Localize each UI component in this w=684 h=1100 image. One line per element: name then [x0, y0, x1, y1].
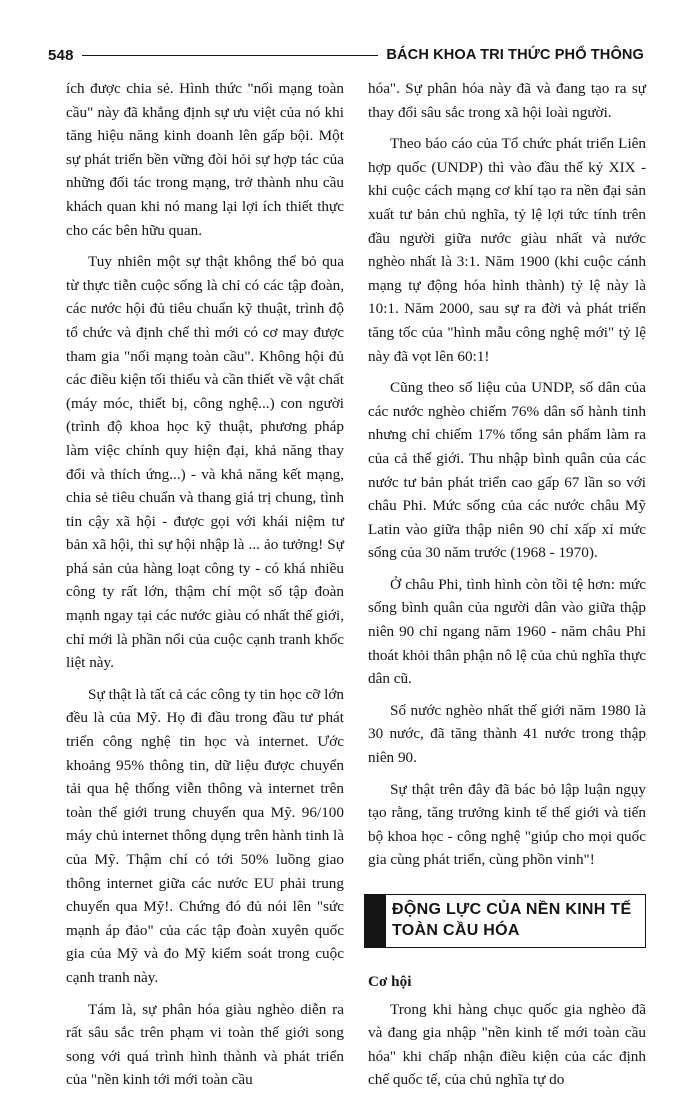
section-heading: ĐỘNG LỰC CỦA NỀN KINH TẾ TOÀN CẦU HÓA	[386, 894, 646, 948]
left-column	[66, 77, 344, 1100]
page-header	[48, 44, 644, 66]
paragraph: Sự thật trên đây đã bác bỏ lập luận ngụy tạo rằng, tăng trưởng kinh tế thế giới và tiến bộ khoa học - công nghệ "giúp cho mọi quốc gia cùng phát triển, cùng phồn vinh"!	[368, 780, 646, 869]
page-number: 548	[48, 46, 74, 64]
running-title: BÁCH KHOA TRI THỨC PHỔ THÔNG	[386, 47, 644, 63]
paragraph: Ở châu Phi, tình hình còn tồi tệ hơn: mức sống bình quân của người dân vào giữa thập niên 90 chỉ ngang năm 1960 - năm châu Phi thoát khỏi thân phận nô lệ của chủ nghĩa thực dân cũ.	[368, 575, 646, 688]
header-rule	[82, 55, 379, 56]
section-heading-box	[364, 894, 646, 948]
paragraph: Sự thật là tất cả các công ty tin học cỡ lớn đều là của Mỹ. Họ đi đầu trong đầu tư phát triển công nghệ tin học và internet. Ước khoảng 95% thông tin, dữ liệu được chuyển tải qua hệ thống viễn thông và internet trên toàn thế giới trung chuyển qua Mỹ. 96/100 máy chủ internet thông dụng trên hành tinh là của Mỹ. Thậm chí có tới 50% luồng giao thông internet giữa các nước EU phải trung chuyển qua Mỹ!. Chứng đó đủ nói lên "sức mạnh áp đảo" của các tập đoàn xuyên quốc gia của Mỹ và đo Mỹ kiểm soát trong cuộc cạnh tranh này.	[66, 685, 344, 986]
paragraph: Tuy nhiên một sự thật không thể bỏ qua từ thực tiễn cuộc sống là chỉ có các tập đoàn, các nước hội đủ tiêu chuẩn kỹ thuật, trình độ tổ chức và định chế thì mới có cơ may được tham gia "nối mạng toàn cầu". Không hội đủ các điều kiện tối thiểu và cần thiết về vật chất (máy móc, thiết bị, công nghệ...) con người (trình độ khoa học kỹ thuật, phương pháp làm việc chính quy hiện đại, khả năng thay đổi và thích ứng...) - và khả năng kết mạng, chia sẻ tiêu chuẩn và thang giá trị chung, tình tin cậy xã hội - được gọi với khái niệm tư bản xã hội, thì sự hội nhập là ... ảo tưởng! Sự phá sản của hàng loạt công ty - có khá nhiều công ty rất lớn, thậm chí một số tập đoàn mạnh ngay tại các nước giàu có nhất thế giới, chỉ mới là phần nổi của cuộc cạnh tranh khốc liệt này.	[66, 253, 344, 672]
subheading: Cơ hội	[368, 973, 412, 990]
section-marker-bar	[364, 894, 386, 948]
paragraph: Số nước nghèo nhất thế giới năm 1980 là 30 nước, đã tăng thành 41 nước trong thập niên 90.	[368, 701, 646, 767]
paragraph: hóa". Sự phân hóa này đã và đang tạo ra sự thay đổi sâu sắc trong xã hội loài người.	[368, 80, 646, 121]
paragraph: Theo báo cáo của Tổ chức phát triển Liên hợp quốc (UNDP) thì vào đầu thế kỷ XIX - khi cuộc cách mạng cơ khí tạo ra nền đại sản xuất tư bản chủ nghĩa, tỷ lệ lợi tức tính trên đầu người giữa nước giàu nhất và nước nghèo nhất là 3:1. Năm 1900 (khi cuộc cánh mạng tự động hóa hình thành) tỷ lệ này là 10:1. Năm 2000, sau sự ra đời và phát triển tăng tốc của "hình mẫu công nghệ mới" tỷ lệ này đã vọt lên 60:1!	[368, 135, 646, 365]
paragraph: Trong khi hàng chục quốc gia nghèo đã và đang gia nhập "nền kinh tế mới toàn cầu hóa" khi chấp nhận điều kiện của các định chế quốc tế, của chủ nghĩa tự do	[368, 1000, 646, 1089]
paragraph: Cũng theo số liệu của UNDP, số dân của các nước nghèo chiếm 76% dân số hành tinh nhưng chỉ chiếm 17% tổng sản phẩm làm ra của cả thế giới. Thu nhập bình quân của các nước tư bản phát triển cao gấp 67 lần so với châu Phi. Mức sống của các nước châu Mỹ Latin vào giữa thập niên 90 chỉ xấp xỉ mức sống của 30 năm trước (1968 - 1970).	[368, 379, 646, 562]
right-column	[368, 77, 646, 1100]
paragraph: Tám là, sự phân hóa giàu nghèo diễn ra rất sâu sắc trên phạm vi toàn thế giới song song với quá trình hình thành và phát triển của "nền kinh tới mới toàn cầu	[66, 1000, 344, 1089]
paragraph: ích được chia sẻ. Hình thức "nối mạng toàn cầu" này đã khẳng định sự ưu việt của nó khi tăng hiệu năng kinh doanh lên gấp bội. Một sự phát triển bền vững đòi hỏi sự hợp tác của những đối tác trong mạng, trở thành nhu cầu khách quan khi nó mang lại lợi ích thiết thực cho các bên hữu quan.	[66, 80, 344, 239]
